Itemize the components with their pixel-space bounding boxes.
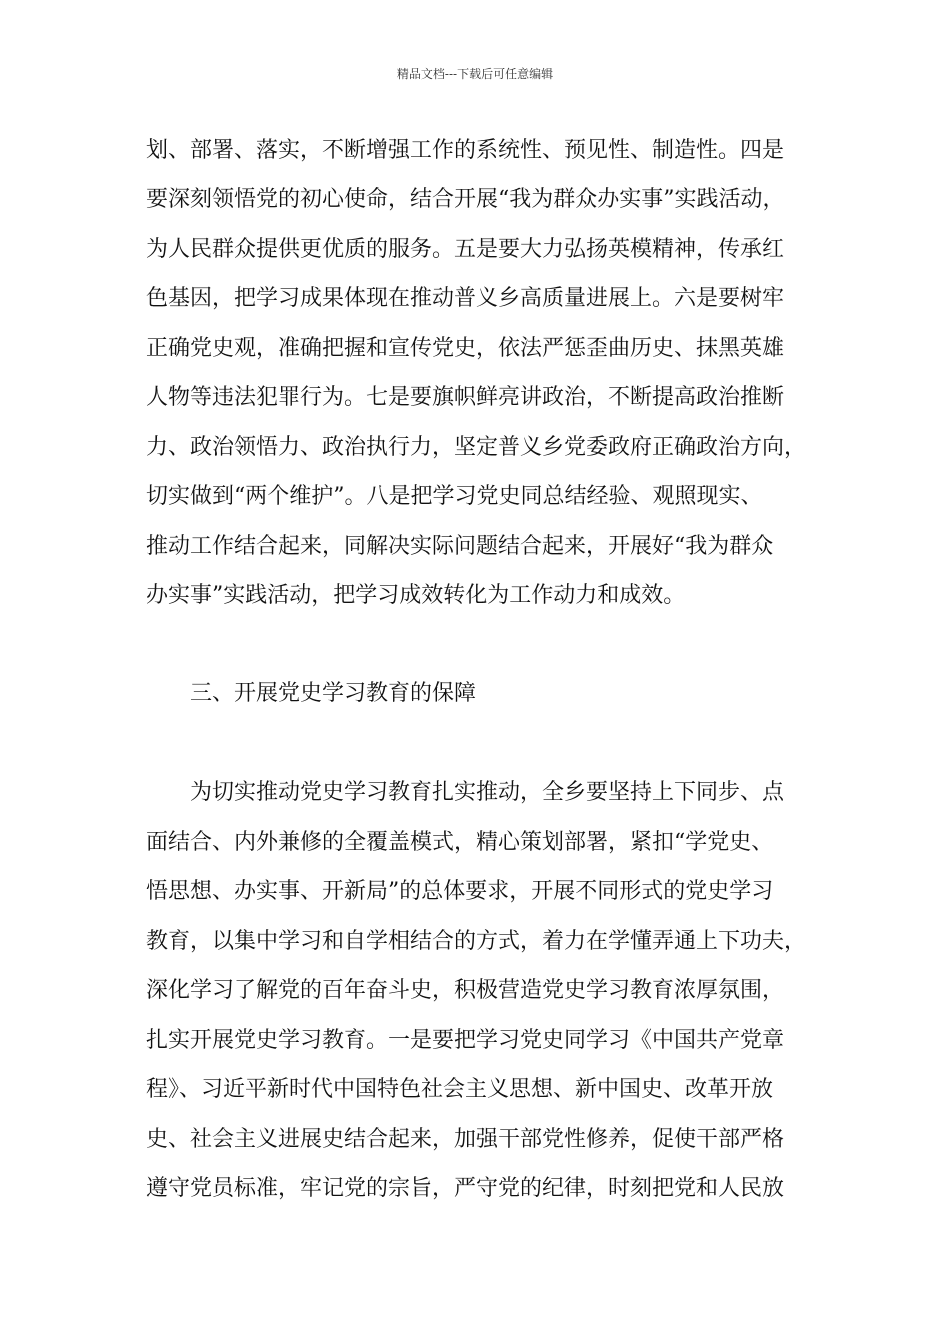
paragraph-line: 力、政治领悟力、政治执行力，坚定普义乡党委政府正确政治方向， bbox=[146, 435, 807, 460]
paragraph-line: 人物等违法犯罪行为。七是要旗帜鲜亮讲政治，不断提高政治推断 bbox=[146, 385, 785, 410]
paragraph-line: 面结合、内外兼修的全覆盖模式，精心策划部署，紧扣“学党史、 bbox=[146, 830, 774, 855]
paragraph-line: 史、社会主义进展史结合起来，加强干部党性修养，促使干部严格 bbox=[146, 1127, 785, 1152]
paragraph-line: 色基因，把学习成果体现在推动普义乡高质量进展上。六是要树牢 bbox=[146, 286, 785, 311]
paragraph-line: 为人民群众提供更优质的服务。五是要大力弘扬英模精神，传承红 bbox=[146, 237, 785, 262]
paragraph-line: 扎实开展党史学习教育。一是要把学习党史同学习《中国共产党章 bbox=[146, 1028, 785, 1053]
paragraph-line: 推动工作结合起来，同解决实际问题结合起来，开展好“我为群众 bbox=[146, 534, 774, 559]
section-heading: 三、开展党史学习教育的保障 bbox=[190, 681, 477, 706]
paragraph-line: 划、部署、落实，不断增强工作的系统性、预见性、制造性。四是 bbox=[146, 138, 785, 163]
paragraph-line: 教育，以集中学习和自学相结合的方式，着力在学懂弄通上下功夫， bbox=[146, 929, 807, 954]
paragraph-line: 办实事”实践活动，把学习成效转化为工作动力和成效。 bbox=[146, 583, 686, 608]
paragraph-line: 切实做到“两个维护”。八是把学习党史同总结经验、观照现实、 bbox=[146, 484, 763, 509]
paragraph-line: 深化学习了解党的百年奋斗史，积极营造党史学习教育浓厚氛围， bbox=[146, 978, 785, 1003]
page-header: 精品文档---下载后可任意编辑 bbox=[396, 67, 554, 81]
paragraph-line: 遵守党员标准，牢记党的宗旨，严守党的纪律，时刻把党和人民放 bbox=[146, 1176, 785, 1201]
paragraph-line: 要深刻领悟党的初心使命，结合开展“我为群众办实事”实践活动， bbox=[146, 187, 785, 212]
paragraph-line: 悟思想、办实事、开新局”的总体要求，开展不同形式的党史学习 bbox=[146, 879, 774, 904]
paragraph-line: 正确党史观，准确把握和宣传党史，依法严惩歪曲历史、抹黑英雄 bbox=[146, 336, 785, 361]
paragraph-line: 为切实推动党史学习教育扎实推动，全乡要坚持上下同步、点 bbox=[190, 780, 785, 805]
paragraph-line: 程》、习近平新时代中国特色社会主义思想、新中国史、改革开放 bbox=[146, 1077, 774, 1102]
